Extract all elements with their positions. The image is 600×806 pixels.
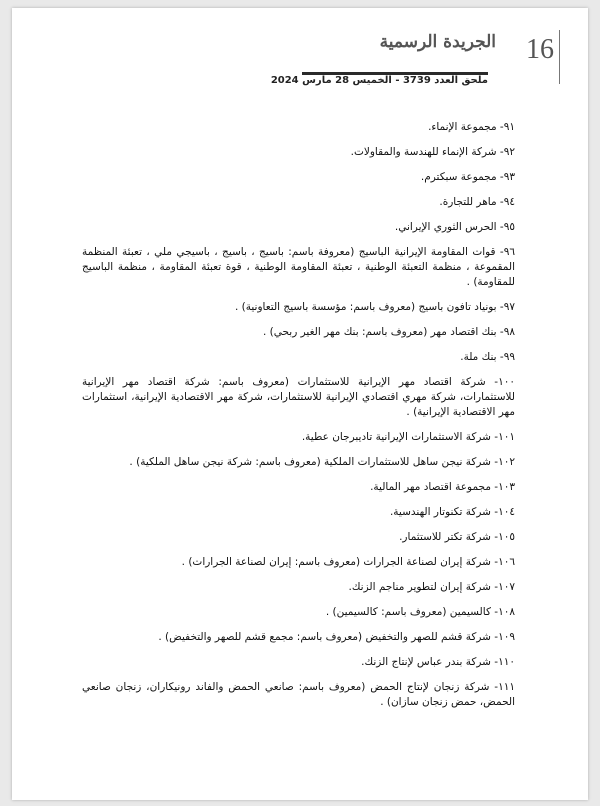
page-number: 16 [526,34,554,65]
page-header [12,8,588,88]
list-item: ١٠٦- شركة إيران لصناعة الجرارات (معروف باسم: إيران لصناعة الجرارات) . [181,556,515,568]
list-item: ١١٠- شركة بندر عباس لإنتاج الزنك. [361,656,515,668]
gazette-logo: الجريدة الرسمية [379,32,496,52]
list-item: ١٠٩- شركة قشم للصهر والتخفيض (معروف باسم: مجمع قشم للصهر والتخفيض) . [158,631,515,643]
list-item: ٩٥- الحرس الثوري الإيراني. [394,221,515,233]
header-divider [559,30,560,84]
list-item: ١٠٥- شركة تكتر للاستثمار. [399,531,515,543]
list-item: ١٠٣- مجموعة اقتصاد مهر المالية. [370,481,515,493]
list-item: ٩٧- بونياد تافون باسيج (معروف باسم: مؤسسة باسيج التعاونية) . [234,301,515,313]
issue-line: ملحق العدد 3739 - الخميس 28 مارس 2024 [270,75,488,86]
list-item: ٩٦- قوات المقاومة الإيرانية الباسيج (معروفة باسم: باسيج ، باسيج ، باسيجي ملي ، تعبئة المنظمة المقموعة ، منظمة التعبئة الوطنية ، تعبئة المقاومة الوطنية ، قوة تعبئة المقاومة ، منظمة الباسيج للمقاومة) . [82,246,515,288]
list-item: ٩٢- شركة الإنماء للهندسة والمقاولات. [350,146,515,158]
list-item: ١١١- شركة زنجان لإنتاج الحمض (معروف باسم: صانعي الحمض والفاند رونيكاران، زنجان صانعي الحمض، حمض زنجان سازان) . [82,681,515,708]
list-item: ٩٤- ماهر للتجارة. [439,196,515,208]
list-item: ١٠٨- كالسيمين (معروف باسم: كالسيمين) . [325,606,515,618]
list-item: ١٠٧- شركة إيران لتطوير مناجم الزنك. [348,581,515,593]
entity-list [82,120,515,720]
list-item: ٩٨- بنك اقتصاد مهر (معروف باسم: بنك مهر الغير ربحي) . [262,326,515,338]
list-item: ١٠٢- شركة نيجن ساهل للاستثمارات الملكية (معروف باسم: شركة نيجن ساهل الملكية) . [129,456,515,468]
list-item: ٩٣- مجموعة سبكترم. [420,171,515,183]
document-page [12,8,588,800]
list-item: ١٠١- شركة الاستثمارات الإيرانية تاديبرجان عطية. [301,431,515,443]
list-item: ٩٩- بنك ملة. [460,351,515,363]
list-item: ١٠٠- شركة اقتصاد مهر الإيرانية للاستثمارات (معروف باسم: شركة اقتصاد مهر الإيرانية للاستثمارات، شركة مهري اقتصادي الإيرانية للاستثمارات، شركة مهر الاقتصادية الإيرانية، استثمارات مهر الاقتصادية الإيرانية) . [82,376,515,418]
list-item: ٩١- مجموعة الإنماء. [428,121,515,133]
list-item: ١٠٤- شركة تكنوتار الهندسية. [389,506,515,518]
